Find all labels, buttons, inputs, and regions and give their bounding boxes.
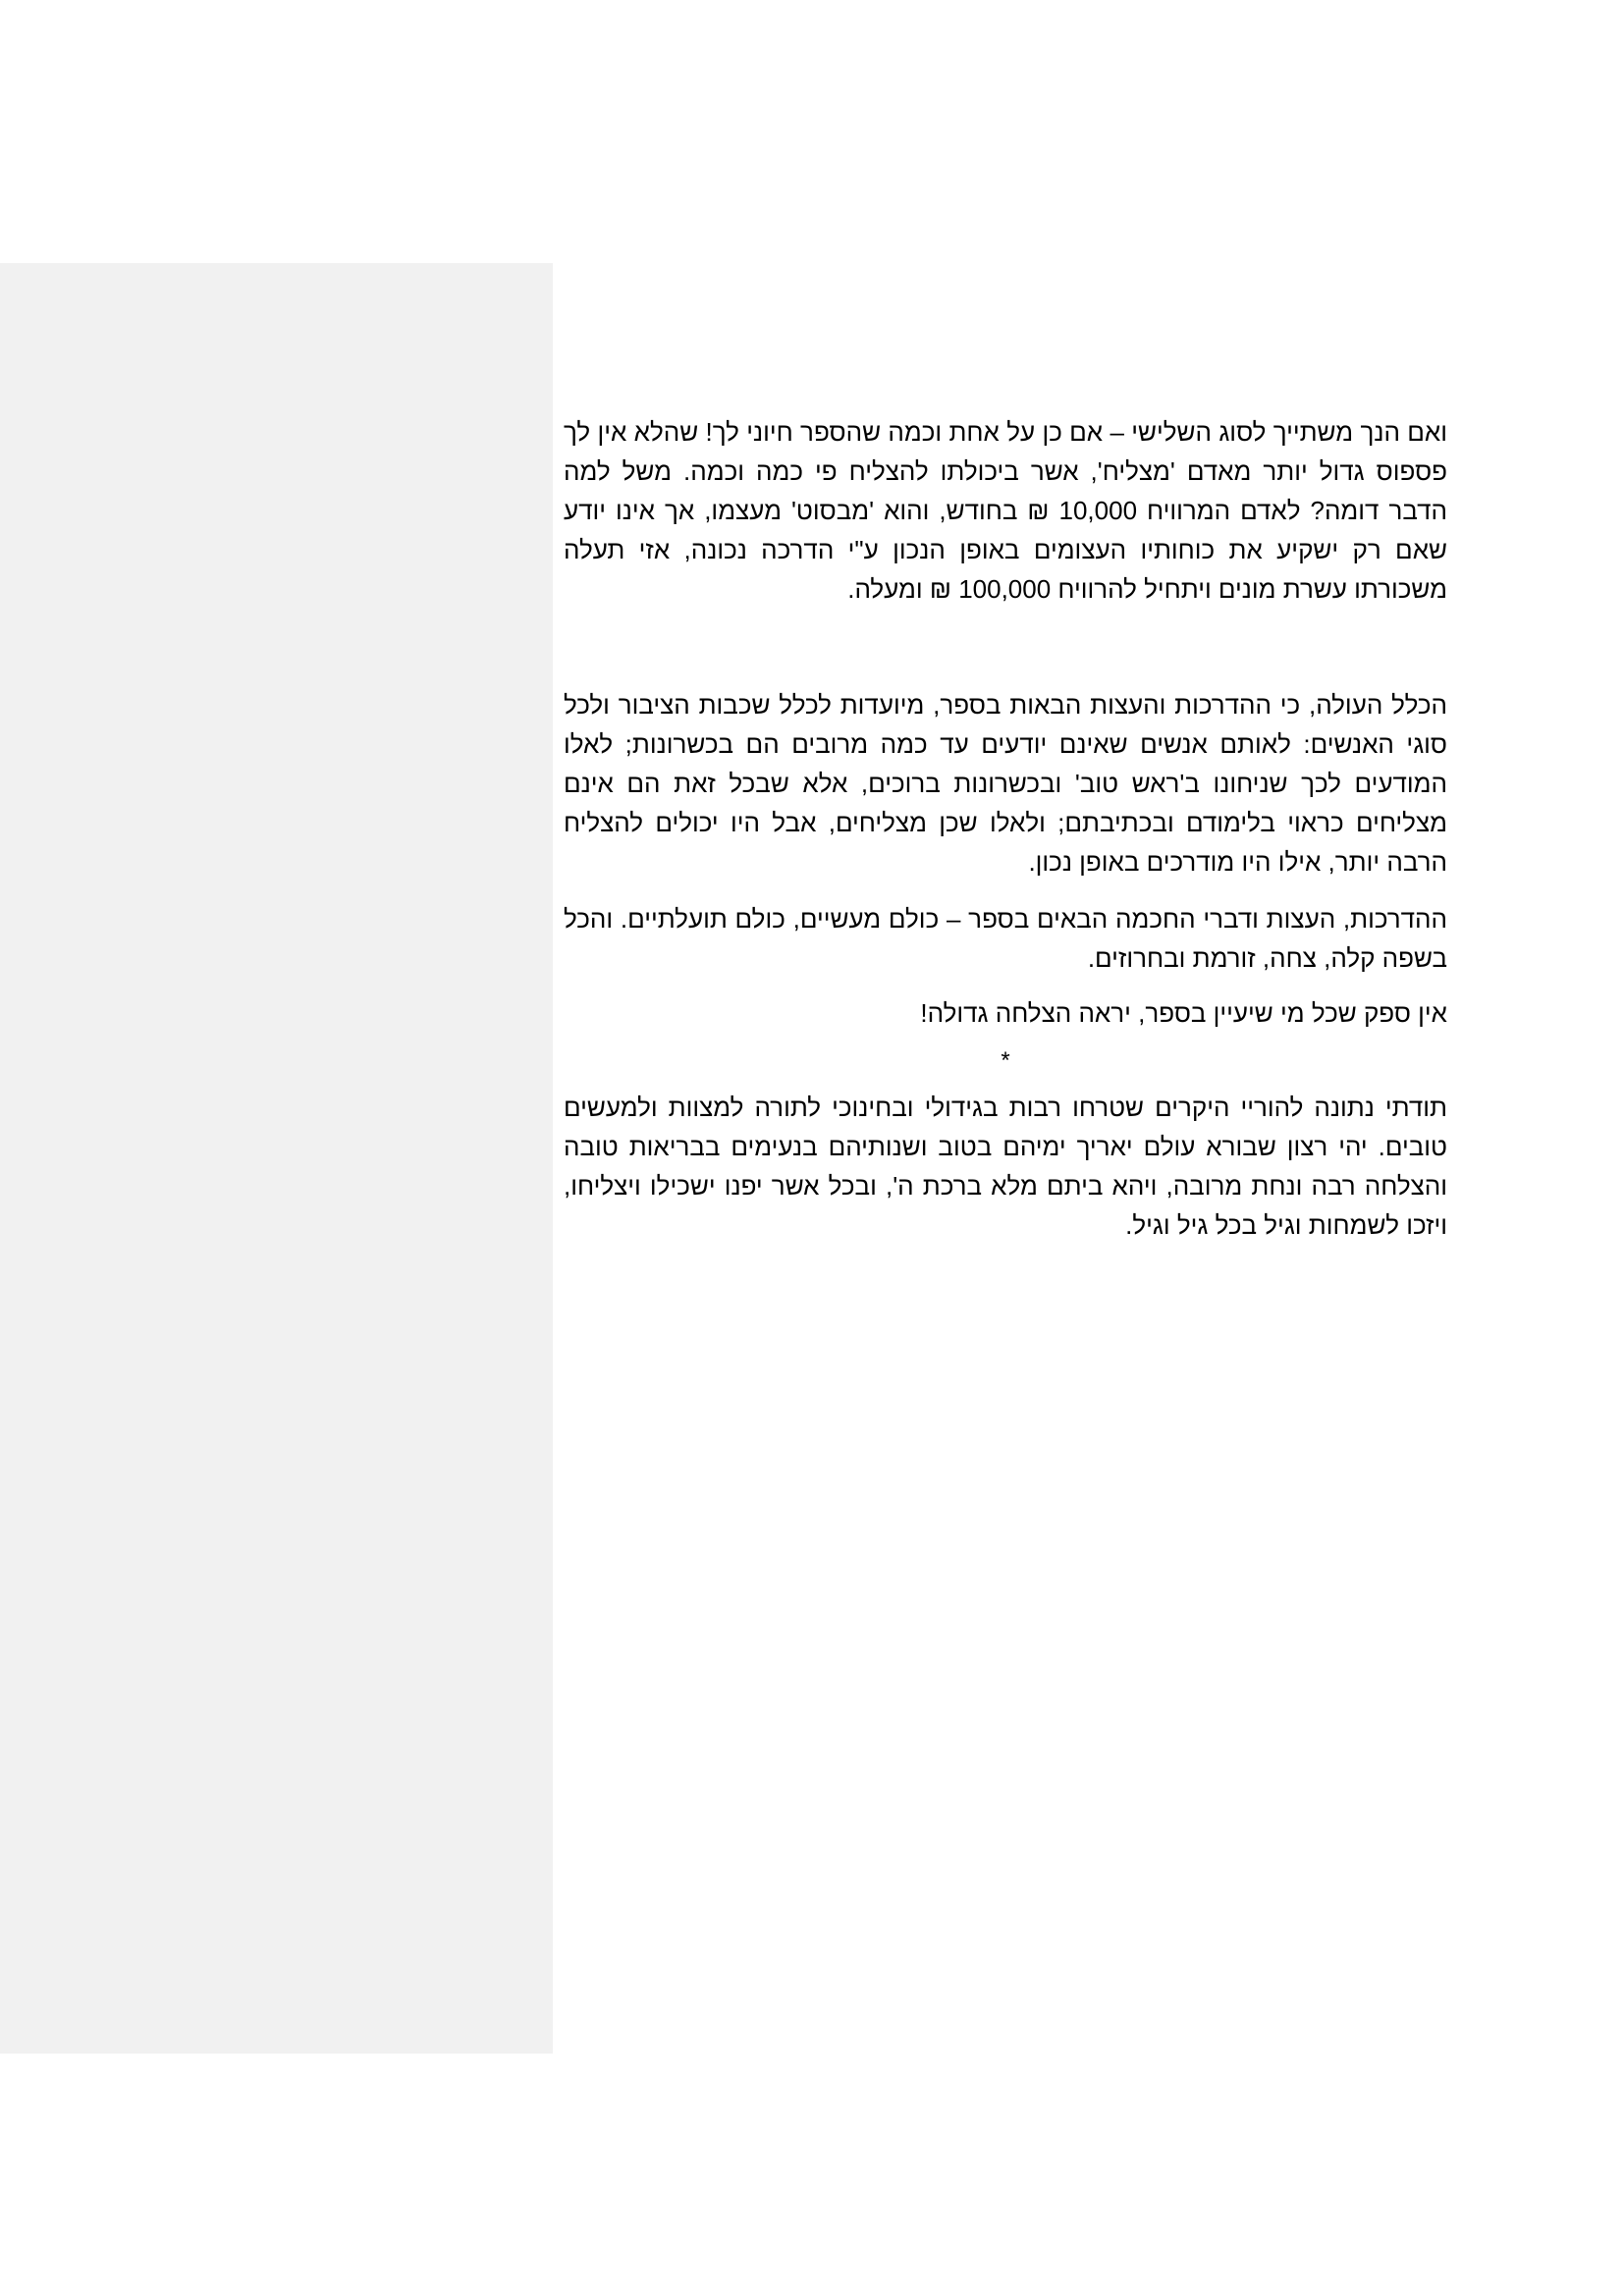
paragraph-general-conclusion: הכלל העולה, כי ההדרכות והעצות הבאות בספר, מיועדות לכלל שכבות הציבור ולכל סוגי האנשים: לאותם אנשים שאינם יודעים עד כמה מרובים הם בכשרונות; לאלו המודעים לכך שניחונו ב'ראש טוב' ובכשרונות ברוכים, אלא שבכל זאת הם אינם מצליחים כראוי בלימודם ובכתיבתם; ולאלו שכן מצליחים, אבל היו יכולים להצליח הרבה יותר, אילו היו מודרכים באופן נכון. bbox=[564, 690, 1447, 877]
paragraph-success: אין ספק שכל מי שיעיין בספר, יראה הצלחה גדולה! bbox=[920, 998, 1447, 1028]
paragraph-advice: ההדרכות, העצות ודברי החכמה הבאים בספר – כולם מעשיים, כולם תועלתיים. והכל בשפה קלה, צחה, זורמת ובחרוזים. bbox=[564, 904, 1447, 973]
paragraph-third-type: ואם הנך משתייך לסוג השלישי – אם כן על אחת וכמה שהספר חיוני לך! שהלא אין לך פספוס גדול יותר מאדם 'מצליח', אשר ביכולתו להצליח פי כמה וכמה. משל למה הדבר דומה? לאדם המרוויח 10,000 ₪ בחודש, והוא 'מבסוט' מעצמו, אך אינו יודע שאם רק ישקיע את כוחותיו העצומים באופן הנכון ע"י הדרכה נכונה, אזי תעלה משכורתו עשרת מונים ויתחיל להרוויח 100,000 ₪ ומעלה. bbox=[564, 417, 1447, 604]
paragraph-spacer bbox=[564, 978, 1447, 993]
paragraph-spacer bbox=[564, 609, 1447, 685]
paragraph-thanks: תודתי נתונה להוריי היקרים שטרחו רבות בגידולי ובחינוכי לתורה למצוות ולמעשים טובים. יהי רצון שבורא עולם יאריך ימיהם בטוב ושנותיהם בנעימים בבריאות טובה והצלחה רבה ונחת מרובה, ויהא ביתם מלא ברכת ה', ובכל אשר יפנו ישכילו ויצליחו, ויזכו לשמחות וגיל בכל גיל וגיל. bbox=[564, 1093, 1447, 1240]
paragraph-spacer bbox=[564, 881, 1447, 899]
section-separator-star: * bbox=[1001, 1047, 1010, 1074]
document-body bbox=[564, 412, 1447, 1245]
left-gray-panel bbox=[0, 263, 553, 2054]
